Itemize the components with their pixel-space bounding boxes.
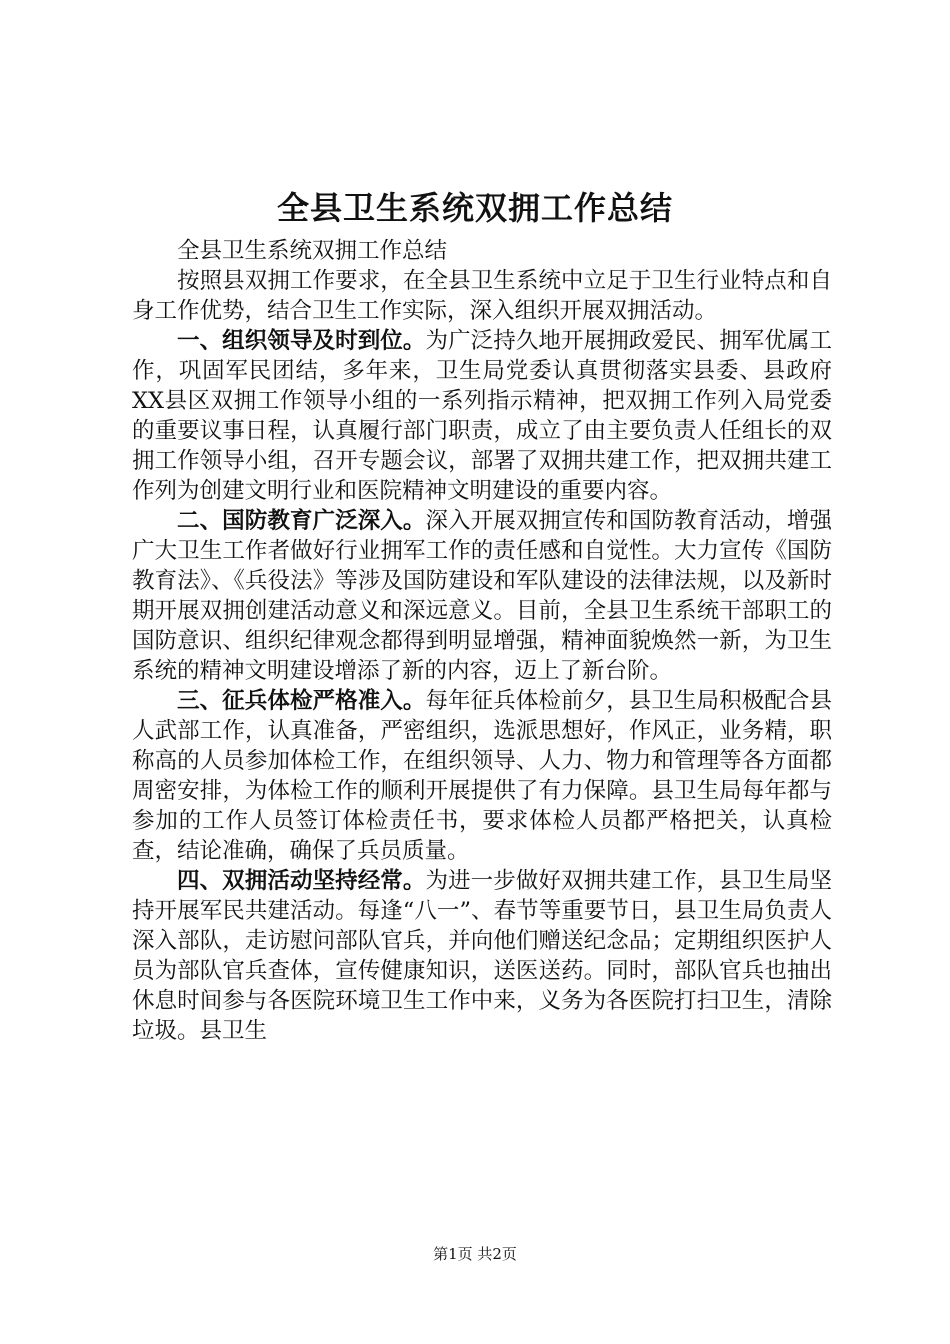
document-body [132,236,832,1046]
section-heading: 二、国防教育广泛深入。 [177,508,426,534]
subtitle-paragraph: 全县卫生系统双拥工作总结 [177,238,448,264]
section-text: 为进一步做好双拥共建工作，县卫生局坚持开展军民共建活动。每逢“八一”、春节等重要节日，县卫生局负责人深入部队，走访慰问部队官兵，并向他们赠送纪念品；定期组织医护人员为部队官兵查体，宣传健康知识，送医送药。同时，部队官兵也抽出休息时间参与各医院环境卫生工作中来，义务为各医院打扫卫生，清除垃圾。县卫生 [132,868,832,1044]
document-title: 全县卫生系统双拥工作总结 [276,189,673,227]
section-paragraph-2 [132,506,832,686]
section-text: 每年征兵体检前夕，县卫生局积极配合县人武部工作，认真准备，严密组织，选派思想好，作风正，业务精，职称高的人员参加体检工作，在组织领导、人力、物力和管理等各方面都周密安排，为体检工作的顺利开展提供了有力保障。县卫生局每年都与参加的工作人员签订体检责任书，要求体检人员都严格把关，认真检查，结论准确，确保了兵员质量。 [132,688,832,864]
section-paragraph-1 [132,326,832,506]
section-paragraph-3 [132,686,832,866]
intro-paragraph: 按照县双拥工作要求，在全县卫生系统中立足于卫生行业特点和自身工作优势，结合卫生工作实际，深入组织开展双拥活动。 [132,268,832,324]
section-heading: 一、组织领导及时到位。 [177,328,426,354]
page-footer: 第1页 共2页 [433,1245,517,1263]
section-heading: 三、征兵体检严格准入。 [177,688,426,714]
section-text: 深入开展双拥宣传和国防教育活动，增强广大卫生工作者做好行业拥军工作的责任感和自觉性。大力宣传《国防教育法》、《兵役法》等涉及国防建设和军队建设的法律法规，以及新时期开展双拥创建活动意义和深远意义。目前，全县卫生系统干部职工的国防意识、组织纪律观念都得到明显增强，精神面貌焕然一新，为卫生系统的精神文明建设增添了新的内容，迈上了新台阶。 [132,508,832,684]
section-heading: 四、双拥活动坚持经常。 [177,868,426,894]
section-text: 为广泛持久地开展拥政爱民、拥军优属工作，巩固军民团结，多年来，卫生局党委认真贯彻落实县委、县政府XX县区双拥工作领导小组的一系列指示精神，把双拥工作列入局党委的重要议事日程，认真履行部门职责，成立了由主要负责人任组长的双拥工作领导小组，召开专题会议，部署了双拥共建工作，把双拥共建工作列为创建文明行业和医院精神文明建设的重要内容。 [132,328,832,504]
section-paragraph-4 [132,866,832,1046]
